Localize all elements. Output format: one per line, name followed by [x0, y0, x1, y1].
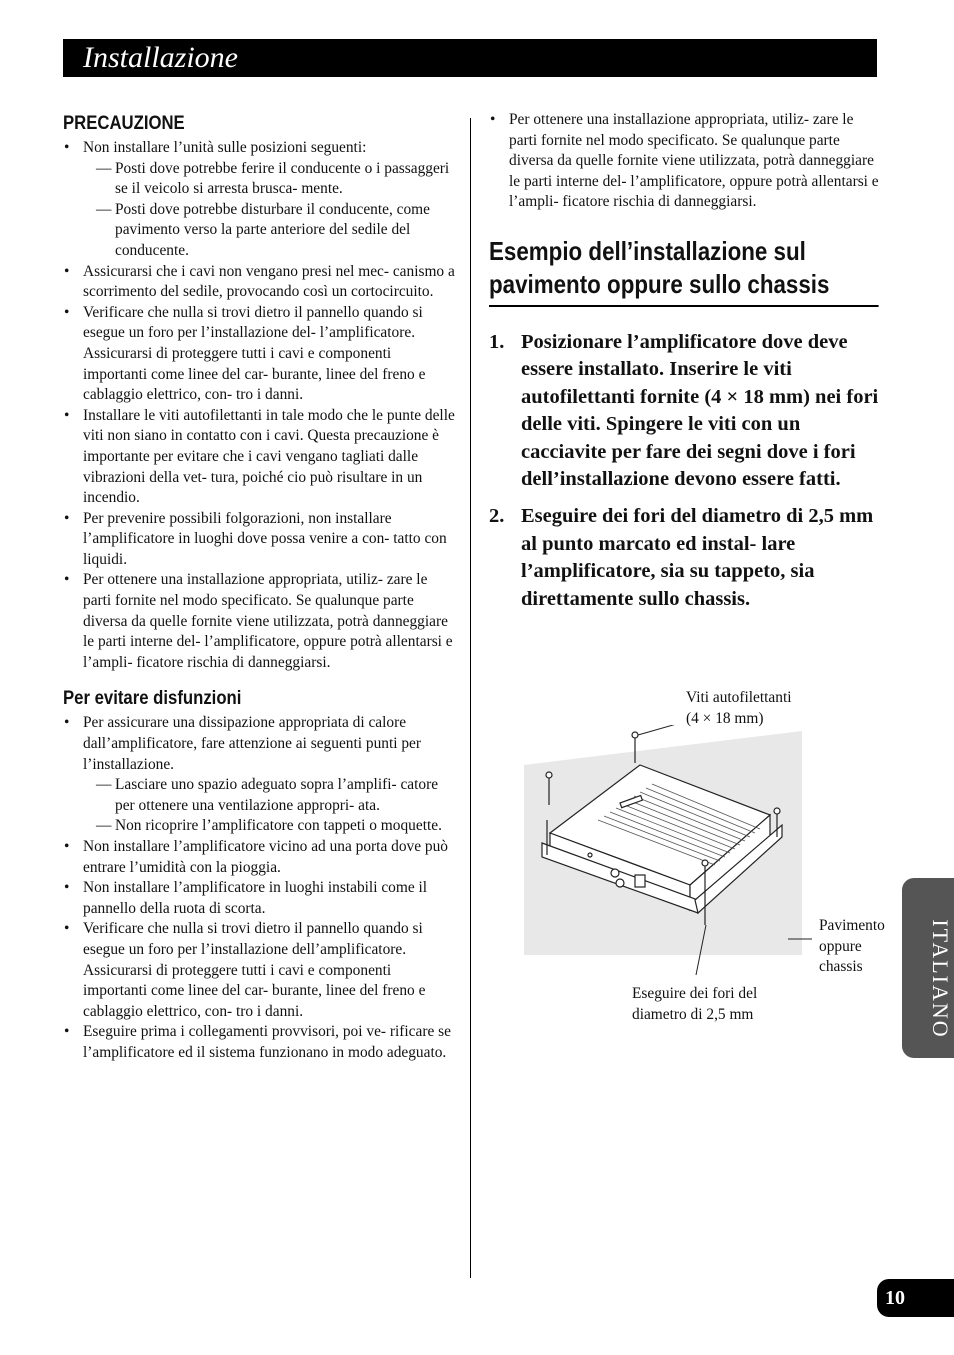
header-bar [63, 39, 877, 77]
step-text: Eseguire dei fori del diametro di 2,5 mm al punto marcato ed instal- lare l’amplificatore, sia su tappeto, sia direttamente sullo chassis. [521, 505, 874, 610]
disfunzioni-heading: Per evitare disfunzioni [63, 688, 242, 710]
label-line: Viti autofilettanti [686, 689, 792, 706]
list-item: • Installare le viti autofilettanti in tale modo che le punte delle viti non siano in contatto con i cavi. Questa precauzione è importante per evitare che i cavi vengano tagliati dalle vibrazioni della vet- tura, poiché cio può risultare in un incendio. [63, 406, 455, 509]
precauzione-list [63, 138, 455, 673]
label-line: (4 × 18 mm) [686, 709, 764, 727]
steps-list [489, 329, 879, 613]
sub-item: — Posti dove potrebbe ferire il conducente o i passaggeri se il veicolo si arresta brusca- mente. [83, 159, 455, 200]
page-title: Installazione [83, 41, 238, 74]
list-item: • Assicurarsi che i cavi non vengano presi nel mec- canismo a scorrimento del sedile, provocando così un cortocircuito. [63, 262, 455, 303]
sub-item: — Posti dove potrebbe disturbare il conducente, come pavimento verso la parte anteriore del sedile del conducente. [83, 200, 455, 262]
label-line: diametro di 2,5 mm [632, 1005, 754, 1023]
right-column [489, 110, 879, 613]
language-tab-label: ITALIANO [928, 919, 953, 1039]
label-line: Eseguire dei fori del [632, 985, 758, 1002]
left-column [63, 110, 455, 1064]
label-line: Pavimento [819, 917, 885, 934]
floor-label [819, 916, 885, 978]
list-item: • Per prevenire possibili folgorazioni, non installare l’amplificatore in luoghi dove possa venire a con- tatto con liquidi. [63, 509, 455, 571]
language-tab [902, 878, 954, 1058]
list-item: • Non installare l’amplificatore vicino ad una porta dove può entrare l’umidità con la pioggia. [63, 837, 455, 878]
list-item: • Verificare che nulla si trovi dietro il pannello quando si esegue un foro per l’installazione dell’amplificatore. Assicurarsi di proteggere tutti i cavi e componenti importanti come linee del car- burante, linee del freno e cablaggio elettrico, con- tro i danni. [63, 919, 455, 1022]
list-item [63, 138, 455, 262]
list-item [63, 713, 455, 837]
precauzione-heading: PRECAUZIONE [63, 113, 185, 134]
column-divider [470, 118, 471, 1278]
page-number: 10 [877, 1279, 954, 1317]
holes-label [632, 984, 757, 1025]
step-text: Posizionare l’amplificatore dove deve essere installato. Inserire le viti autofilettanti fornite (4 × 18 mm) nei fori delle viti. Spingere le viti con un cacciavite per fare dei segni dove i fori dell’installazione devono essere fatti. [521, 330, 879, 490]
label-line: chassis [819, 958, 863, 975]
leader-line [638, 725, 680, 735]
list-item: • Verificare che nulla si trovi dietro il pannello quando si esegue un foro per l’installazione del- l’amplificatore. Assicurarsi di proteggere tutti i cavi e componenti importanti come linee del car- burante, linee del freno e cablaggio elettrico, con- tro i danni. [63, 303, 455, 406]
label-line: oppure [819, 937, 862, 955]
example-heading: Esempio dell’installazione sul pavimento oppure sullo chassis [489, 235, 879, 307]
step-item [489, 329, 879, 493]
list-item: • Non installare l’amplificatore in luoghi instabili come il pannello della ruota di scorta. [63, 878, 455, 919]
step-number: 2. [489, 505, 505, 528]
list-item: • Eseguire prima i collegamenti provvisori, poi ve- rificare se l’amplificatore ed il sistema funzionano in modo adeguato. [63, 1022, 455, 1063]
amplifier-installation-illustration [520, 725, 820, 985]
sub-item: — Non ricoprire l’amplificatore con tappeti o moquette. [83, 816, 455, 837]
disfunzioni-list [63, 713, 455, 1063]
list-item: • Per ottenere una installazione appropriata, utiliz- zare le parti fornite nel modo specificato. Se qualunque parte diversa da quelle fornite viene utilizzata, potrà danneggiare le parti interne del- l’amplificatore, oppure potrà allentarsi e l’ampli- ficatore rischia di danneggiarsi. [63, 570, 455, 673]
screws-label [686, 688, 792, 729]
step-number: 1. [489, 330, 505, 353]
continued-list [489, 110, 879, 213]
list-item-text: Per assicurare una dissipazione appropriata di calore dall’amplificatore, fare attenzione ai seguenti punti per l’installazione. [83, 714, 422, 773]
step-item [489, 503, 879, 613]
list-item-text: Non installare l’unità sulle posizioni seguenti: [83, 139, 367, 156]
sub-item: — Lasciare uno spazio adeguato sopra l’amplifi- catore per ottenere una ventilazione appropri- ata. [83, 775, 455, 816]
list-item: • Per ottenere una installazione appropriata, utiliz- zare le parti fornite nel modo specificato. Se qualunque parte diversa da quelle fornite viene utilizzata, potrà danneggiare le parti interne del- l’amplificatore, oppure potrà allentarsi e l’ampli- ficatore rischia di danneggiarsi. [489, 110, 879, 213]
